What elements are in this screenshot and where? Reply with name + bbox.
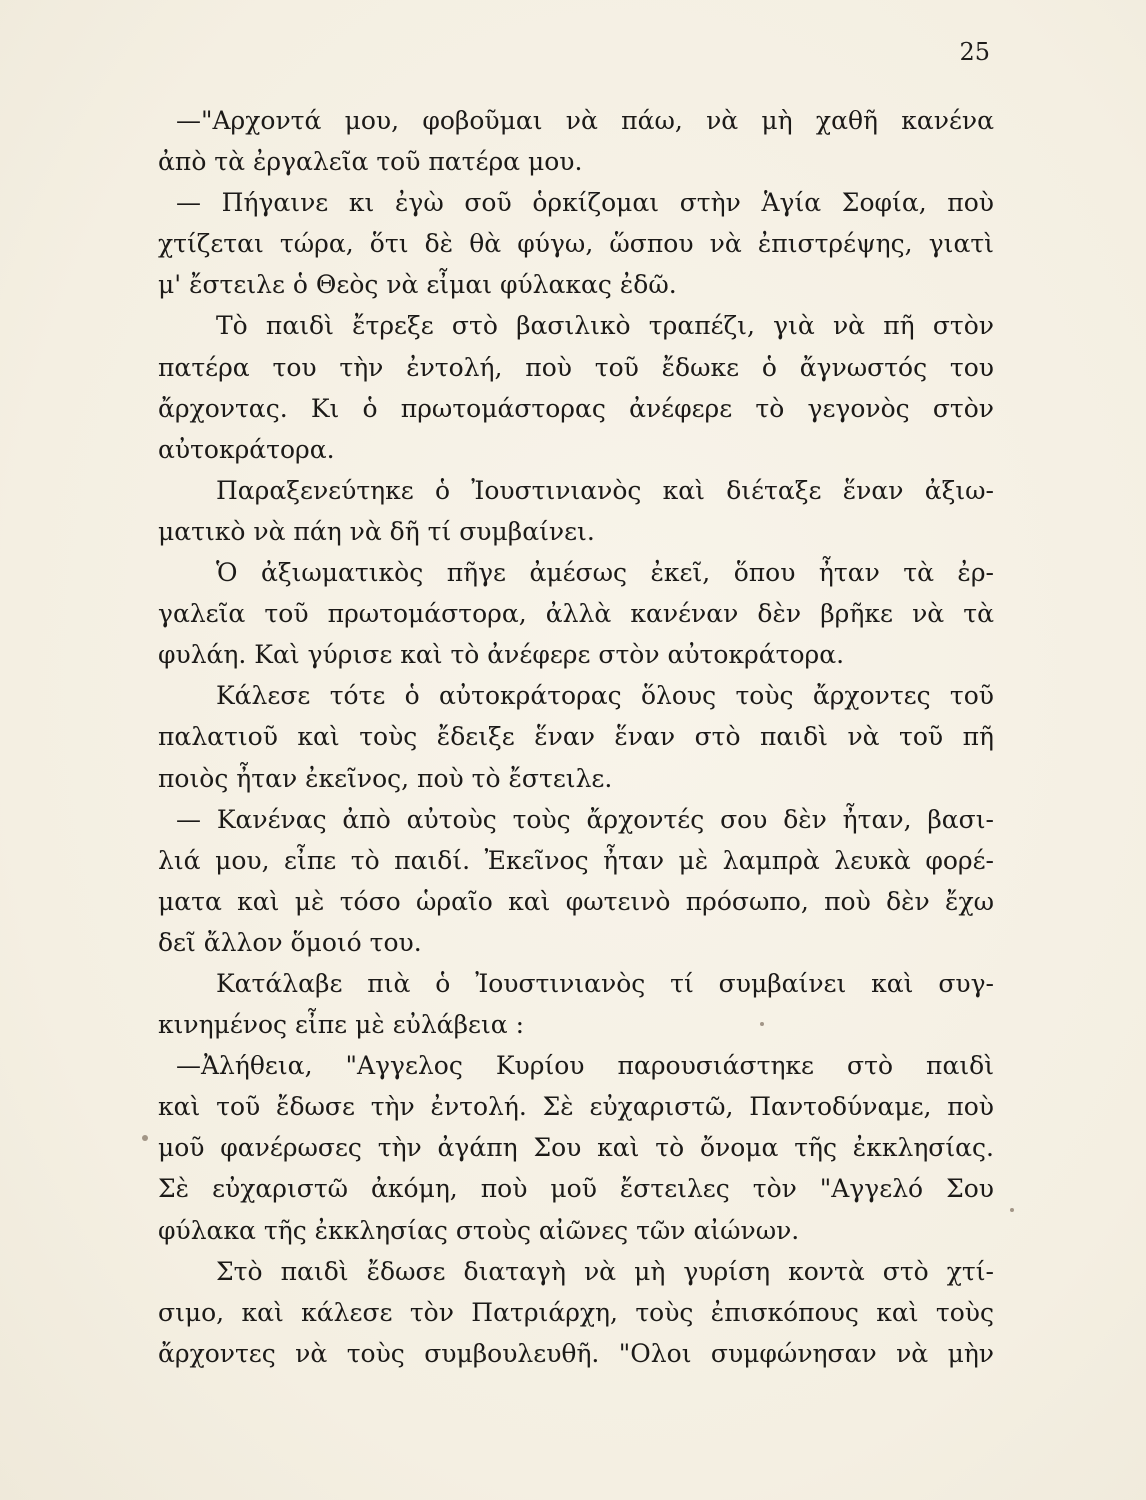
text-line: αὐτοκράτορα.: [158, 434, 335, 464]
text-line: γαλεῖα τοῦ πρωτομάστορα, ἀλλὰ κανέναν δὲν βρῆκε νὰ τὰ: [158, 599, 994, 629]
text-line: — Κανένας ἀπὸ αὐτοὺς τοὺς ἄρχοντές σου δὲν ἦταν, βασι-: [176, 804, 994, 834]
text-line: —"Αρχοντά μου, φοβοῦμαι νὰ πάω, νὰ μὴ χαθῆ κανένα: [176, 106, 994, 135]
text-line: ἀπὸ τὰ ἐργαλεῖα τοῦ πατέρα μου.: [158, 147, 583, 177]
text-line: φυλάη. Καὶ γύρισε καὶ τὸ ἀνέφερε στὸν αὐτοκράτορα.: [158, 640, 845, 670]
text-line: κινημένος εἶπε μὲ εὐλάβεια :: [158, 1010, 525, 1040]
text-line: Τὸ παιδὶ ἔτρεξε στὸ βασιλικὸ τραπέζι, γιὰ νὰ πῆ στὸν: [216, 311, 994, 341]
text-line: μοῦ φανέρωσες τὴν ἀγάπη Σου καὶ τὸ ὄνομα τῆς ἐκκλησίας.: [158, 1133, 994, 1163]
page-number: 25: [959, 38, 990, 66]
text-line: Σὲ εὐχαριστῶ ἀκόμη, ποὺ μοῦ ἔστειλες τὸν "Αγγελό Σου: [158, 1174, 994, 1204]
text-line: ἄρχοντας. Κι ὁ πρωτομάστορας ἀνέφερε τὸ γεγονὸς στὸν: [158, 393, 994, 423]
text-line: Παραξενεύτηκε ὁ Ἰουστινιανὸς καὶ διέταξε ἕναν ἀξιω-: [216, 475, 994, 505]
body-text: [158, 100, 994, 1374]
text-line: ματα καὶ μὲ τόσο ὡραῖο καὶ φωτεινὸ πρόσωπο, ποὺ δὲν ἔχω: [158, 886, 994, 916]
text-line: ματικὸ νὰ πάη νὰ δῆ τί συμβαίνει.: [158, 516, 595, 546]
text-line: φύλακα τῆς ἐκκλησίας στοὺς αἰῶνες τῶν αἰώνων.: [158, 1215, 800, 1245]
text-line: Κάλεσε τότε ὁ αὐτοκράτορας ὅλους τοὺς ἄρχοντες τοῦ: [216, 681, 994, 711]
text-line: σιμο, καὶ κάλεσε τὸν Πατριάρχη, τοὺς ἐπισκόπους καὶ τοὺς: [158, 1297, 994, 1327]
text-line: δεῖ ἄλλον ὅμοιό του.: [158, 927, 422, 957]
text-line: —Ἀλήθεια, "Αγγελος Κυρίου παρουσιάστηκε στὸ παιδὶ: [176, 1051, 994, 1081]
text-line: παλατιοῦ καὶ τοὺς ἔδειξε ἕναν ἕναν στὸ παιδὶ νὰ τοῦ πῆ: [158, 722, 994, 752]
ink-speck: [1010, 1208, 1014, 1212]
ink-speck: [760, 1022, 764, 1026]
text-line: Κατάλαβε πιὰ ὁ Ἰουστινιανὸς τί συμβαίνει καὶ συγ-: [216, 968, 994, 998]
text-line: Ὁ ἀξιωματικὸς πῆγε ἀμέσως ἐκεῖ, ὅπου ἦταν τὰ ἐρ-: [216, 558, 994, 588]
text-line: ἄρχοντες νὰ τοὺς συμβουλευθῆ. "Ολοι συμφώνησαν νὰ μὴν: [158, 1338, 994, 1368]
text-line: — Πήγαινε κι ἐγὼ σοῦ ὁρκίζομαι στὴν Ἁγία Σοφία, ποὺ: [176, 188, 994, 218]
text-line: ποιὸς ἦταν ἐκεῖνος, ποὺ τὸ ἔστειλε.: [158, 763, 613, 793]
text-line: πατέρα του τὴν ἐντολή, ποὺ τοῦ ἔδωκε ὁ ἄγνωστός του: [158, 352, 994, 382]
text-line: Στὸ παιδὶ ἔδωσε διαταγὴ νὰ μὴ γυρίση κοντὰ στὸ χτί-: [216, 1256, 994, 1286]
text-line: χτίζεται τώρα, ὅτι δὲ θὰ φύγω, ὥσπου νὰ ἐπιστρέψης, γιατὶ: [158, 229, 994, 259]
text-line: λιά μου, εἶπε τὸ παιδί. Ἐκεῖνος ἦταν μὲ λαμπρὰ λευκὰ φορέ-: [158, 845, 994, 875]
ink-speck: [142, 1135, 148, 1141]
text-line: καὶ τοῦ ἔδωσε τὴν ἐντολή. Σὲ εὐχαριστῶ, Παντοδύναμε, ποὺ: [158, 1092, 994, 1122]
text-line: μ' ἔστειλε ὁ Θεὸς νὰ εἶμαι φύλακας ἐδῶ.: [158, 270, 677, 300]
